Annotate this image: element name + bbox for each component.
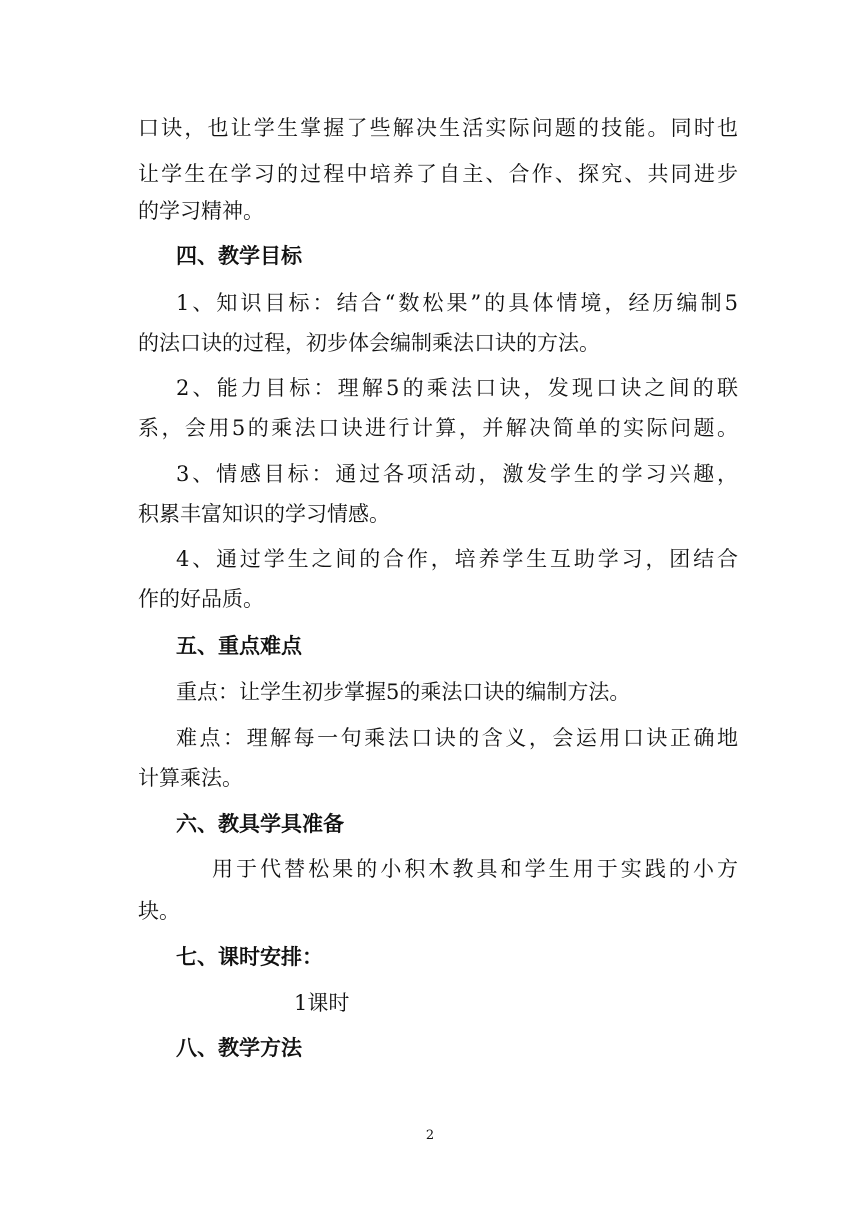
goal-3-line-2: 积累丰富知识的学习情感。 — [138, 502, 390, 526]
intro-line-2: 让学生在学习的过程中培养了自主、合作、探究、共同进步 — [138, 162, 738, 186]
goal-4-line-1: 4、通过学生之间的合作，培养学生互助学习，团结合 — [176, 547, 738, 571]
class-hours-value: 1课时 — [294, 991, 350, 1015]
heading-materials: 六、教具学具准备 — [176, 812, 344, 836]
heading-teaching-methods: 八、教学方法 — [176, 1036, 302, 1060]
difficult-point-line-1: 难点：理解每一句乘法口诀的含义，会运用口诀正确地 — [176, 726, 738, 750]
heading-class-hours: 七、课时安排： — [176, 945, 323, 969]
goal-3-line-1: 3、情感目标：通过各项活动，激发学生的学习兴趣， — [176, 462, 738, 486]
intro-line-1: 口诀，也让学生掌握了些解决生活实际问题的技能。同时也 — [138, 116, 738, 140]
heading-key-difficult-points: 五、重点难点 — [176, 634, 302, 658]
difficult-point-line-2: 计算乘法。 — [138, 766, 243, 790]
goal-1-line-2: 的法口诀的过程，初步体会编制乘法口诀的方法。 — [138, 331, 600, 355]
goal-2-line-1: 2、能力目标：理解5的乘法口诀，发现口诀之间的联 — [176, 376, 738, 400]
goal-4-line-2: 作的好品质。 — [138, 587, 264, 611]
materials-line-1: 用于代替松果的小积木教具和学生用于实践的小方 — [212, 857, 738, 881]
key-point-line: 重点：让学生初步掌握5的乘法口诀的编制方法。 — [176, 680, 631, 704]
goal-1-line-1: 1、知识目标：结合“数松果”的具体情境，经历编制5 — [176, 291, 738, 315]
page-number: 2 — [425, 1128, 435, 1143]
intro-line-3: 的学习精神。 — [138, 199, 264, 223]
heading-teaching-goals: 四、教学目标 — [176, 244, 302, 268]
materials-line-2: 块。 — [138, 899, 180, 923]
goal-2-line-2: 系，会用5的乘法口诀进行计算，并解决简单的实际问题。 — [138, 416, 738, 440]
